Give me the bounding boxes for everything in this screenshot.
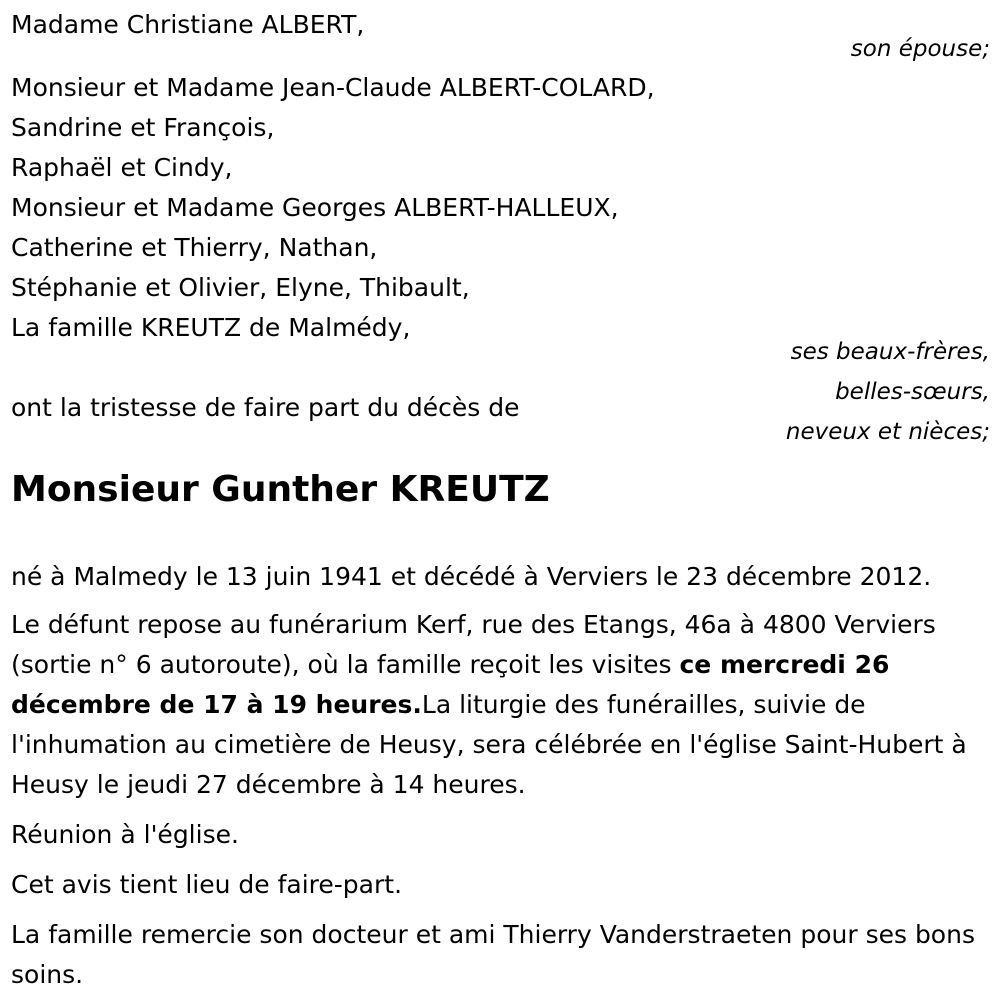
family-member: Monsieur et Madame Jean-Claude ALBERT-COLARD,	[11, 73, 655, 102]
notice-text: Cet avis tient lieu de faire-part.	[11, 870, 403, 899]
family-member: Stéphanie et Olivier, Elyne, Thibault,	[11, 273, 470, 302]
family-member: Raphaël et Cindy,	[11, 153, 233, 182]
family-member: Catherine et Thierry, Nathan,	[11, 233, 378, 262]
family-member: Monsieur et Madame Georges ALBERT-HALLEUX,	[11, 193, 619, 222]
members-relation: ses beaux-frères,	[790, 339, 990, 365]
birth-death-info: né à Malmedy le 13 juin 1941 et décédé à Verviers le 23 décembre 2012.	[11, 562, 932, 591]
visitation-paragraph	[11, 605, 991, 805]
members-relation: belles-sœurs,	[835, 379, 990, 405]
reunion-text: Réunion à l'église.	[11, 820, 239, 849]
members-relation: neveux et nièces;	[785, 419, 990, 445]
spouse-name: Madame Christiane ALBERT,	[11, 10, 365, 39]
visitation-text: Le défunt repose au funérarium Kerf, rue des Etangs, 46a à 4800 Verviers (sortie n° 6 autoroute), où la famille reçoit les visites	[11, 610, 936, 679]
family-member: Sandrine et François,	[11, 113, 275, 142]
announcement: ont la tristesse de faire part du décès de	[11, 393, 520, 422]
thanks-text: La famille remercie son docteur et ami Thierry Vanderstraeten pour ses bons soins.	[11, 920, 975, 989]
visitation-time: ce mercredi 26 décembre de 17 à 19 heures.	[11, 650, 890, 719]
spouse-relation: son épouse;	[850, 36, 990, 62]
funeral-text: La liturgie des funérailles, suivie de l'inhumation au cimetière de Heusy, sera célébrée en l'église Saint-Hubert à Heusy le jeudi 27 décembre à 14 heures.	[11, 690, 967, 799]
deceased-name: Monsieur Gunther KREUTZ	[11, 469, 550, 510]
family-member: La famille KREUTZ de Malmédy,	[11, 313, 411, 342]
